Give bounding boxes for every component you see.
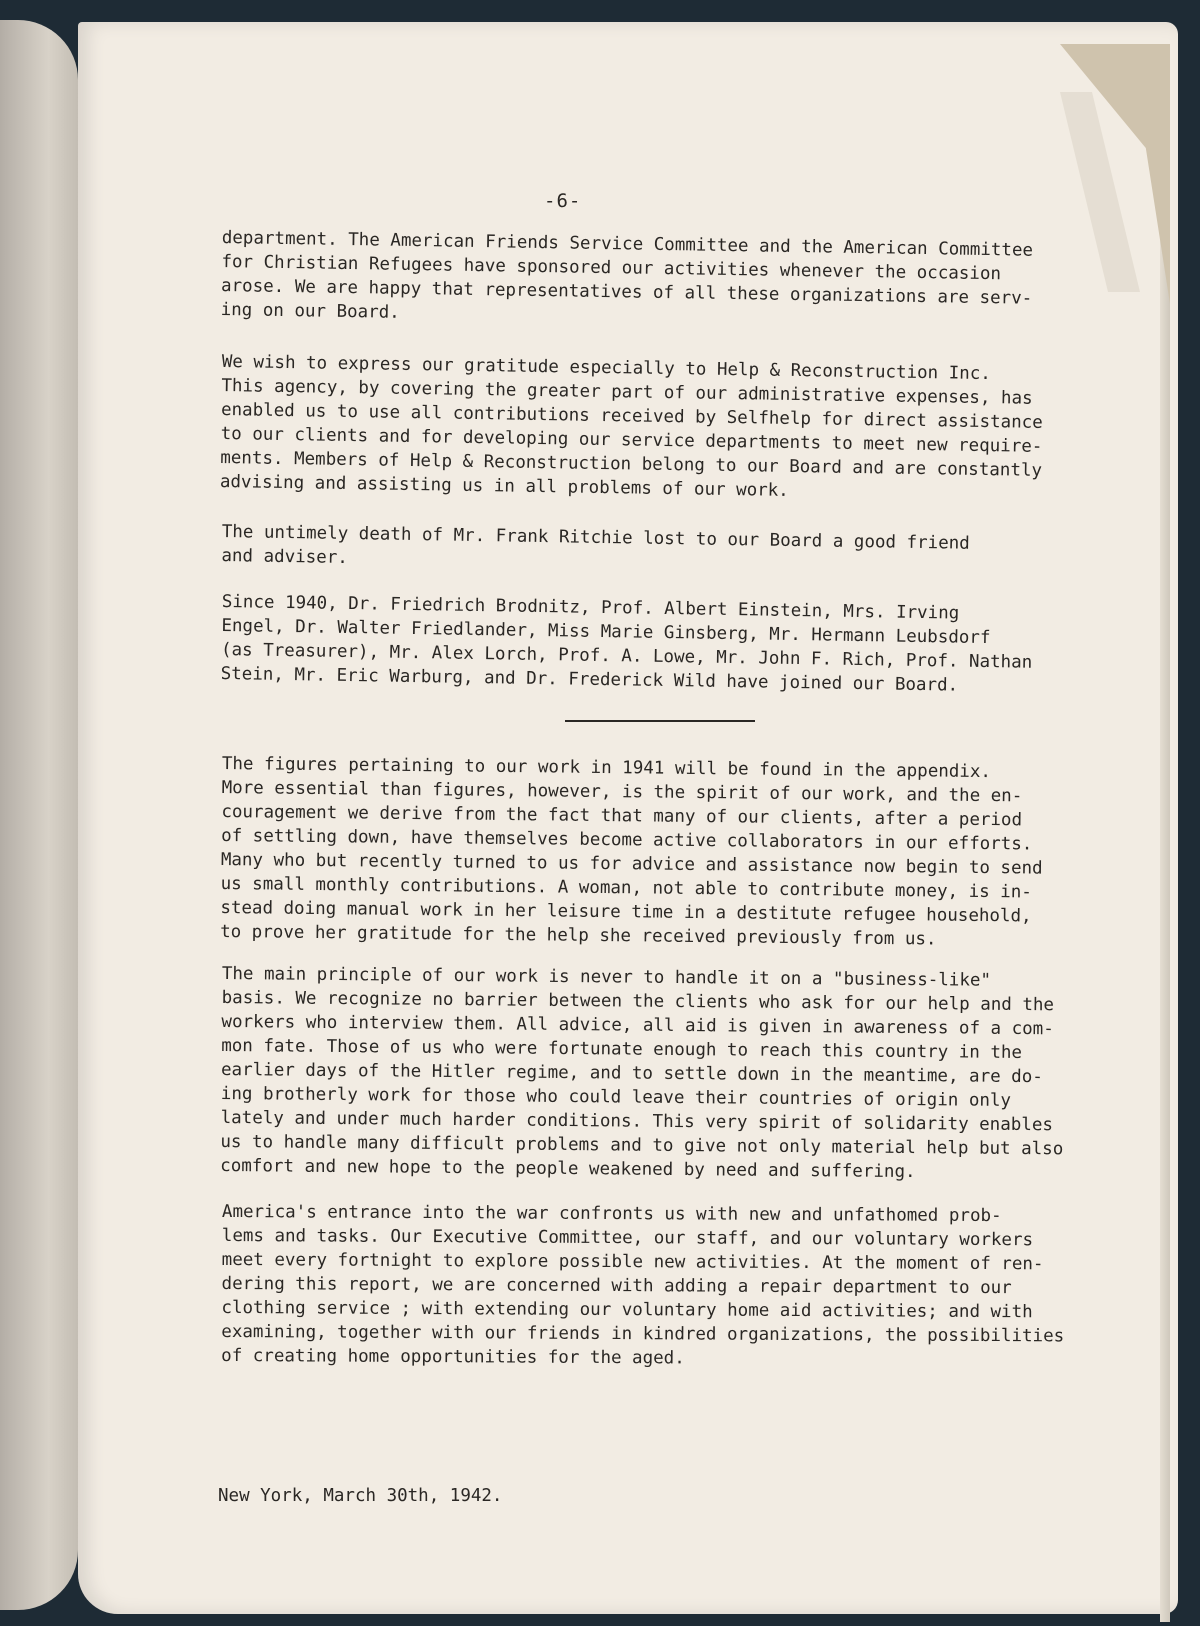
- paragraph-figures: The figures pertaining to our work in 1941 will be found in the appendix. More essential than figures, however, is the spirit of our work, and the en- couragement we derive from the fact that many of our clients, after a period of settling down, have themselves become active collaborators in our efforts. Many who but recently turned to us for advice and assistance now begin to send us small monthly contributions. A woman, not able to contribute money, is in- stead doing manual work in her leisure time in a destitute refugee household, to prove her gratitude for the help she received previously from us.: [220, 753, 1043, 950]
- paragraph-death-notice: The untimely death of Mr. Frank Ritchie lost to our Board a good friend and adviser.: [221, 521, 970, 568]
- paragraph-new-board-members: Since 1940, Dr. Friedrich Brodnitz, Prof. Albert Einstein, Mrs. Irving Engel, Dr. Walter Friedlander, Miss Marie Ginsberg, Mr. Hermann Leubsdorf (as Treasurer), Mr. Alex Lorch, Prof. A. Lowe, Mr. John F. Rich, Prof. Nathan Stein, Mr. Eric Warburg, and Dr. Frederick Wild have joined our Board.: [220, 591, 1033, 696]
- section-divider: [565, 720, 755, 722]
- page-number: -6-: [544, 190, 582, 212]
- paragraph-departments: department. The American Friends Service Committee and the American Committee for Christian Refugees have sponsored our activities whenever the occasion arose. We are happy that representatives of all these organizations are serv- ing on our Board.: [220, 227, 1034, 323]
- paragraph-main-principle: The main principle of our work is never to handle it on a "business-like" basis. We recognize no barrier between the clients who ask for our help and the workers who interview them. All advice, all aid is given in awareness of a com- mon fate. Those of us who were fortunate enough to reach this country in the earlier days of the Hitler regime, and to settle down in the meantime, are do- ing brotherly work for those who could leave their countries of origin only lately and under much harder conditions. This very spirit of solidarity enables us to handle many difficult problems and to give not only material help but also comfort and new hope to the people weakened by need and suffering.: [220, 963, 1064, 1183]
- facing-page-edge: [0, 20, 78, 1610]
- paragraph-war-entrance: America's entrance into the war confronts us with new and unfathomed prob- lems and tasks. Our Executive Committee, our staff, and our voluntary workers meet every fortnight to explore possible new activities. At the moment of ren- dering this report, we are concerned with adding a repair department to our clothing service ; with extending our voluntary home aid activities; and with examining, together with our friends in kindred organizations, the possibilities of creating home opportunities for the aged.: [221, 1202, 1065, 1369]
- paragraph-gratitude: We wish to express our gratitude especially to Help & Reconstruction Inc. This agency, by covering the greater part of our administrative expenses, has enabled us to use all contributions received by Selfhelp for direct assistance to our clients and for developing our service departments to meet new require- ments. Members of Help & Reconstruction belong to our Board and are constantly advising and assisting us in all problems of our work.: [219, 351, 1043, 501]
- signoff-date: New York, March 30th, 1942.: [218, 1486, 503, 1506]
